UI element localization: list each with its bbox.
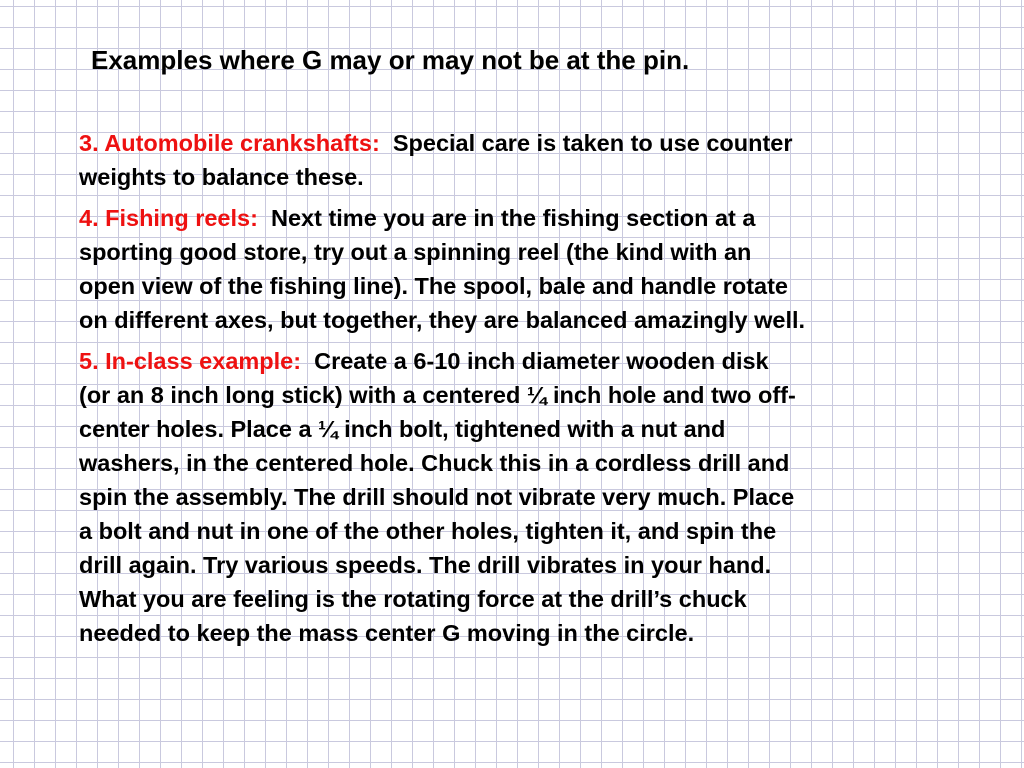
example-text: washers, in the centered hole. Chuck this in a cordless drill and (79, 450, 790, 476)
example-text: on different axes, but together, they are balanced amazingly well. (79, 307, 806, 333)
example-label: 4. Fishing reels: (79, 205, 258, 231)
example-list (79, 126, 969, 657)
example-text: spin the assembly. The drill should not vibrate very much. Place (79, 484, 795, 510)
example-label: 5. In-class example: (79, 348, 302, 374)
example-label: 3. Automobile crankshafts: (79, 130, 380, 156)
example-text: What you are feeling is the rotating force at the drill’s chuck (79, 586, 747, 612)
example-text: Create a 6-10 inch diameter wooden disk (314, 348, 769, 374)
example-item-in-class (79, 344, 969, 650)
example-text: a bolt and nut in one of the other holes, tighten it, and spin the (79, 518, 777, 544)
example-text: needed to keep the mass center G moving in the circle. (79, 620, 695, 646)
example-text: Next time you are in the fishing section at a (270, 205, 756, 231)
example-item-fishing-reels (79, 201, 969, 337)
example-text: weights to balance these. (79, 164, 364, 190)
example-item-crankshafts (79, 126, 969, 194)
example-text: Special care is taken to use counter (392, 130, 793, 156)
example-first-line (79, 126, 969, 160)
example-text: drill again. Try various speeds. The drill vibrates in your hand. (79, 552, 772, 578)
slide-title: Examples where G may or may not be at the pin. (91, 45, 690, 75)
example-first-line (79, 344, 969, 378)
example-text: (or an 8 inch long stick) with a centered ¼ inch hole and two off- (79, 382, 796, 408)
example-text: sporting good store, try out a spinning reel (the kind with an (79, 239, 752, 265)
example-first-line (79, 201, 969, 235)
example-text: center holes. Place a ¼ inch bolt, tightened with a nut and (79, 416, 726, 442)
example-text: open view of the fishing line). The spool, bale and handle rotate (79, 273, 788, 299)
